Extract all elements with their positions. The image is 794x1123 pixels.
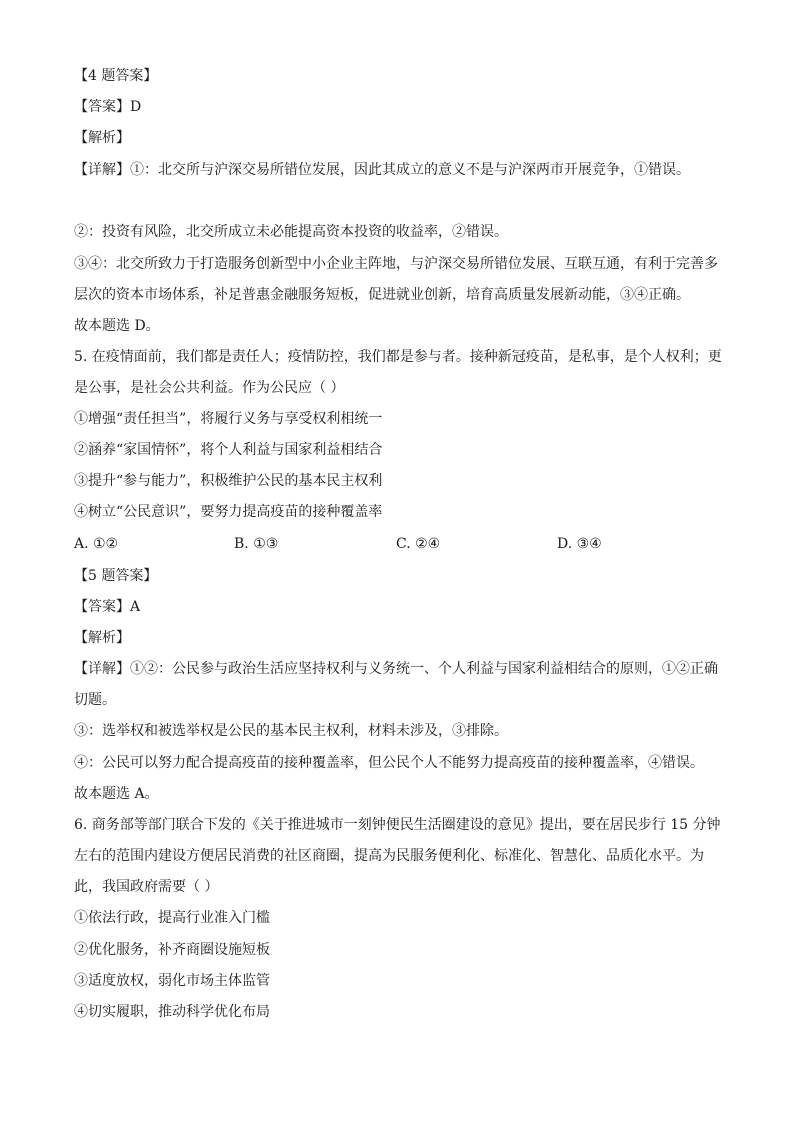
q4-detail-1: 【详解】①：北交所与沪深交易所错位发展，因此其成立的意义不是与沪深两市开展竞争，①错误。 (74, 162, 690, 178)
q5-conclusion: 故本题选 A。 (74, 786, 159, 802)
q4-analysis-label: 【解析】 (74, 130, 130, 146)
q5-item-2: ②涵养“家国情怀”，将个人利益与国家利益相结合 (74, 442, 383, 458)
q5-option-a: A. ①② (74, 536, 119, 552)
q4-conclusion: 故本题选 D。 (74, 318, 160, 334)
q5-option-c: C. ②④ (396, 536, 441, 552)
q6-item-4: ④切实履职，推动科学优化布局 (74, 1004, 270, 1020)
q5-answer: 【答案】A (74, 599, 141, 615)
q5-item-3: ③提升“参与能力”，积极维护公民的基本民主权利 (74, 473, 383, 489)
q5-stem-1: 5. 在疫情面前，我们都是责任人；疫情防控，我们都是参与者。接种新冠疫苗，是私事，是个人权利；更 (74, 349, 722, 365)
q6-stem-1: 6. 商务部等部门联合下发的《关于推进城市一刻钟便民生活圈建设的意见》提出，要在居民步行 15 分钟 (74, 817, 721, 833)
q6-item-2: ②优化服务，补齐商圈设施短板 (74, 942, 270, 958)
q4-answer-heading: 【4 题答案】 (74, 68, 158, 84)
q5-option-b: B. ①③ (234, 536, 279, 552)
q5-answer-heading: 【5 题答案】 (74, 568, 158, 584)
q5-detail-2: ③：选举权和被选举权是公民的基本民主权利，材料未涉及，③排除。 (74, 723, 508, 739)
q5-stem-2: 是公事，是社会公共利益。作为公民应（ ） (74, 380, 345, 396)
q5-detail-1b: 切题。 (74, 692, 116, 708)
q6-stem-2: 左右的范围内建设方便居民消费的社区商圈，提高为民服务便利化、标准化、智慧化、品质化水平。为 (74, 848, 704, 864)
q5-analysis-label: 【解析】 (74, 630, 130, 646)
q4-detail-2: ②：投资有风险，北交所成立未必能提高资本投资的收益率，②错误。 (74, 224, 508, 240)
q4-detail-3b: 层次的资本市场体系，补足普惠金融服务短板，促进就业创新，培育高质量发展新动能，③④正确。 (74, 287, 690, 303)
q5-item-1: ①增强“责任担当”，将履行义务与享受权利相统一 (74, 411, 383, 427)
q6-stem-3: 此，我国政府需要（ ） (74, 879, 219, 895)
q5-option-d: D. ③④ (557, 536, 602, 552)
q6-item-1: ①依法行政，提高行业准入门槛 (74, 910, 270, 926)
q4-answer: 【答案】D (74, 99, 142, 115)
q5-detail-1a: 【详解】①②：公民参与政治生活应坚持权利与义务统一、个人利益与国家利益相结合的原则，①②正确 (74, 661, 718, 677)
q6-item-3: ③适度放权，弱化市场主体监管 (74, 973, 270, 989)
q5-item-4: ④树立“公民意识”，要努力提高疫苗的接种覆盖率 (74, 504, 383, 520)
q5-detail-3: ④：公民可以努力配合提高疫苗的接种覆盖率，但公民个人不能努力提高疫苗的接种覆盖率，④错误。 (74, 755, 704, 771)
q4-detail-3a: ③④：北交所致力于打造服务创新型中小企业主阵地，与沪深交易所错位发展、互联互通，有利于完善多 (74, 256, 718, 272)
